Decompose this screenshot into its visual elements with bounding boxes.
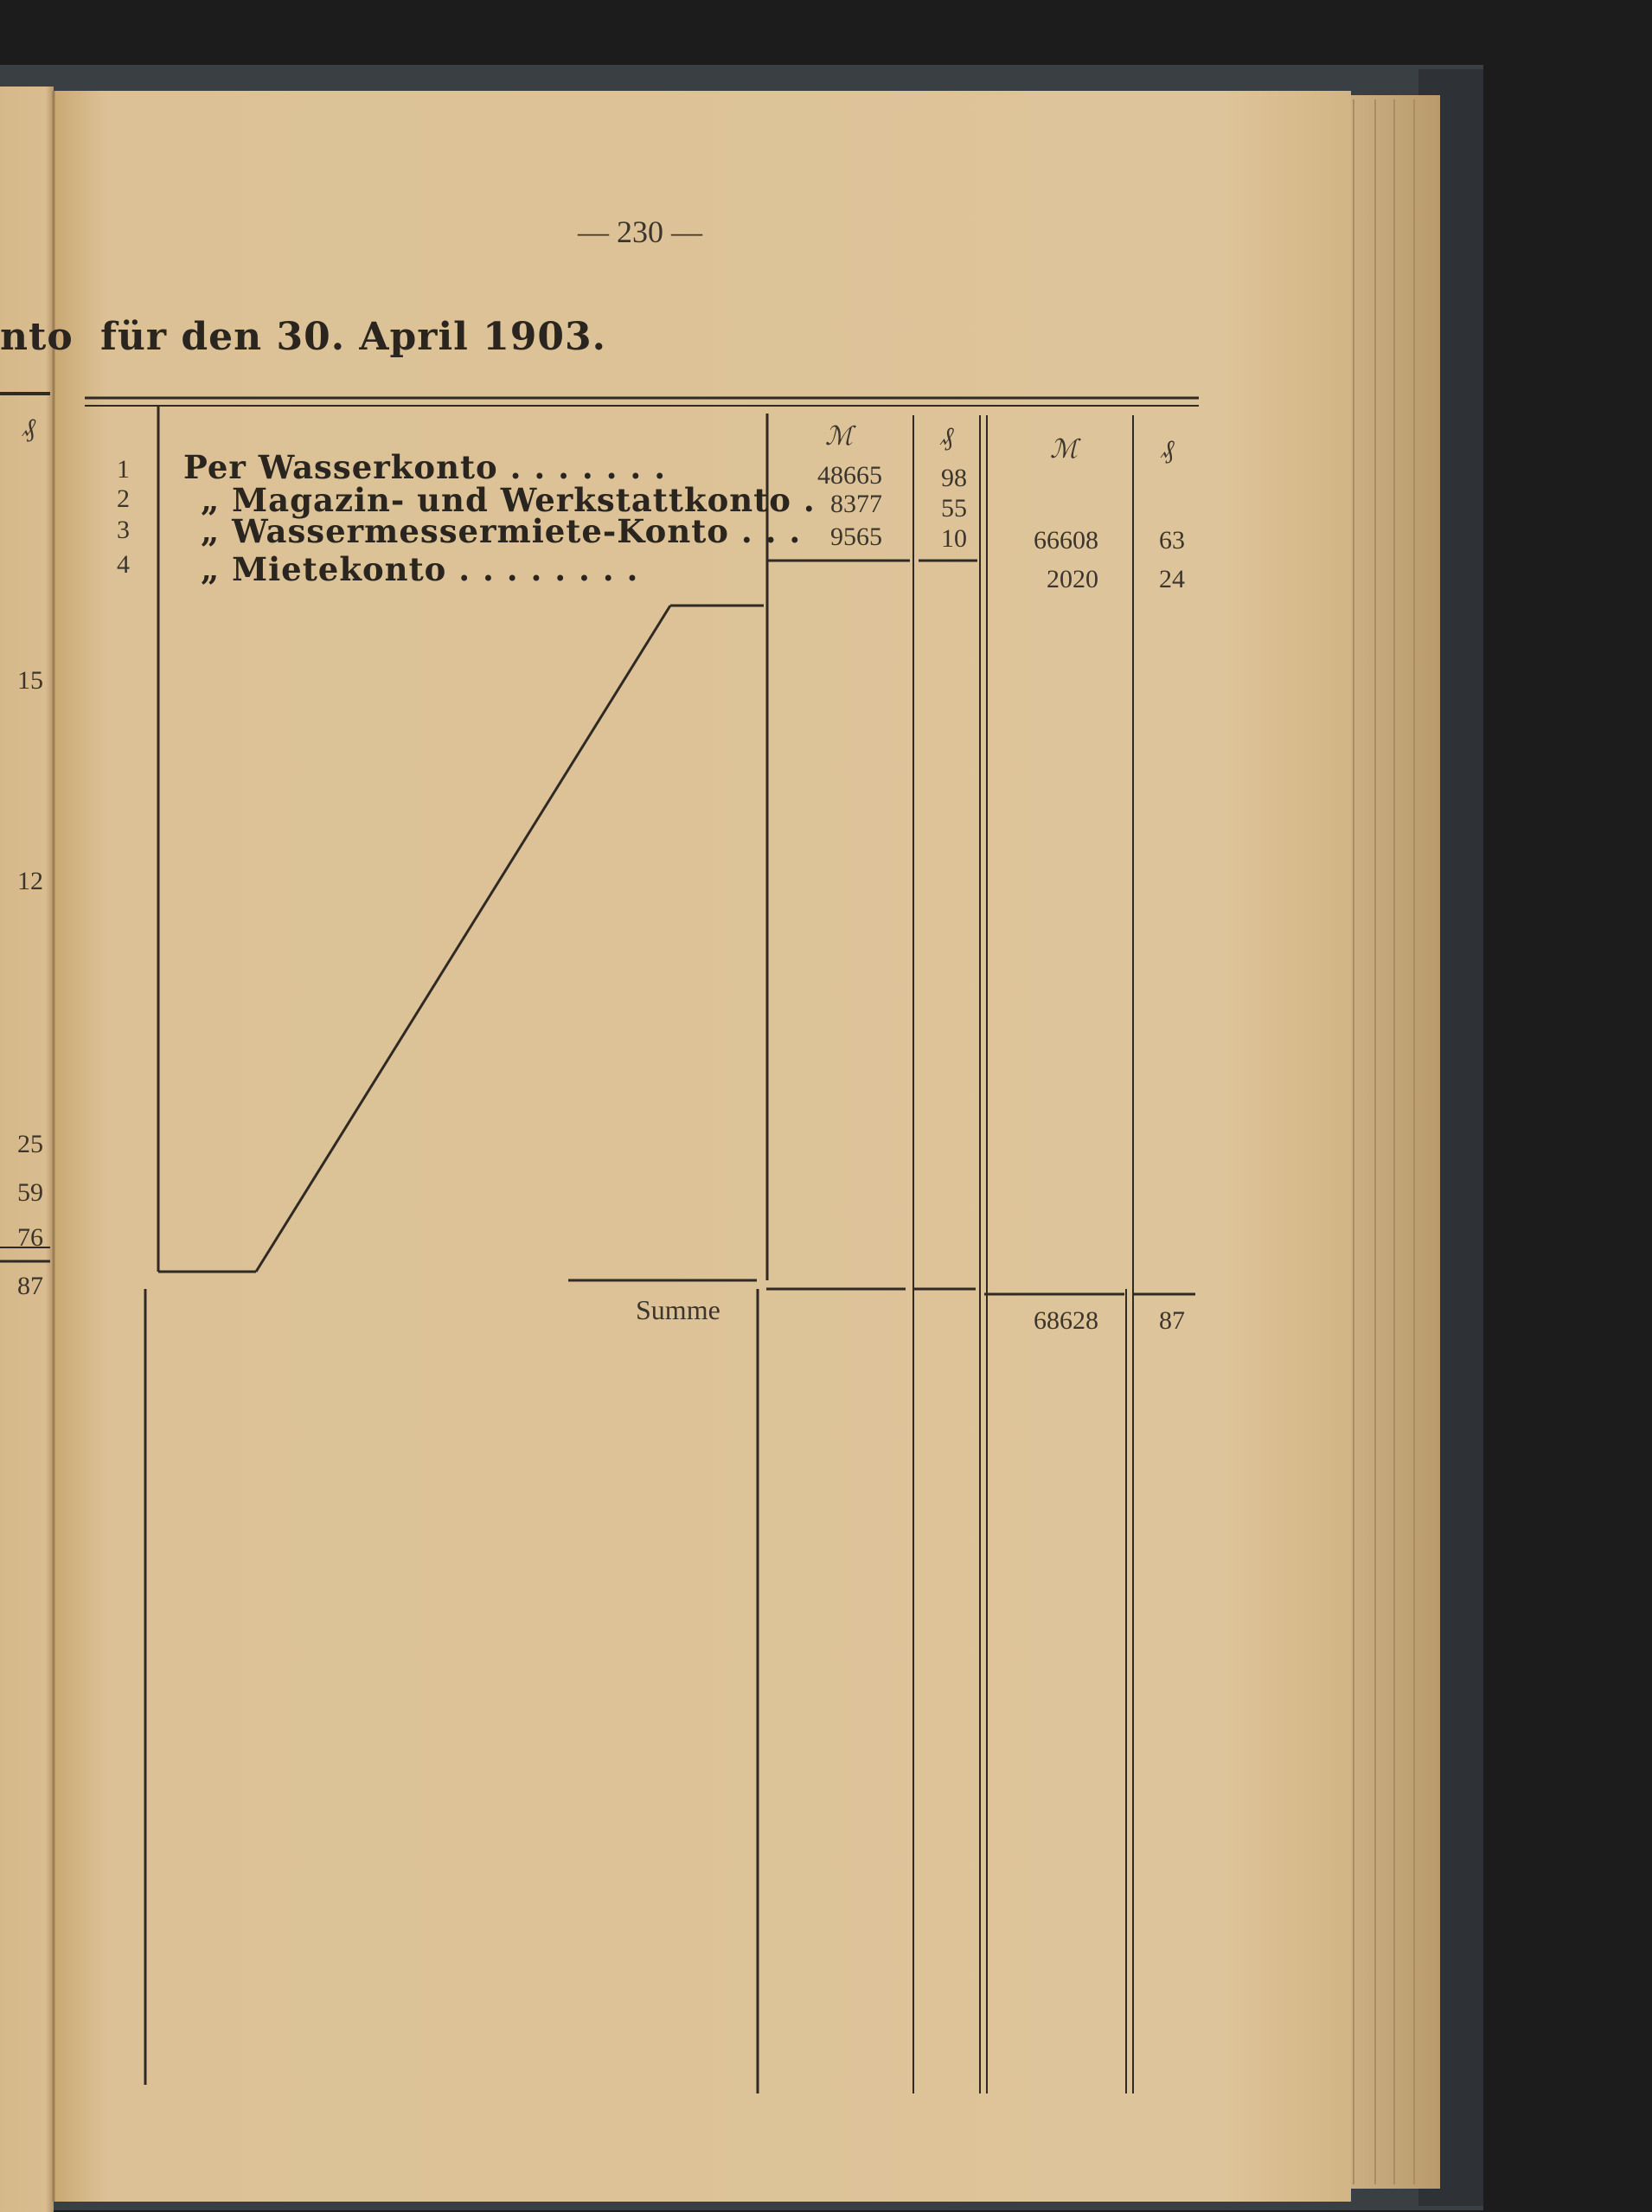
left-page-value: 87 (17, 1272, 43, 1300)
sum-label: Summe (636, 1294, 720, 1325)
row-number: 3 (117, 516, 130, 544)
mark-b-value: 66608 (1034, 526, 1098, 555)
mark-b-value: 2020 (1047, 565, 1098, 593)
left-page-pf-header: ₰ (22, 414, 35, 442)
page-number: — 230 — (578, 215, 702, 249)
column-header-mark-a: ℳ (824, 422, 854, 451)
left-page-value: 15 (17, 666, 43, 695)
main-page (54, 91, 1351, 2202)
sum-pf-value: 87 (1159, 1306, 1185, 1335)
row-number: 1 (117, 455, 130, 484)
sum-mark-value: 68628 (1034, 1306, 1098, 1335)
row-number: 2 (117, 484, 130, 513)
mark-a-value: 9565 (830, 523, 882, 551)
page-edges (1336, 95, 1440, 2189)
left-page-title-fragment: nto (0, 315, 74, 359)
pf-a-value: 55 (941, 494, 967, 523)
pf-b-value: 24 (1159, 565, 1185, 593)
mark-a-value: 48665 (817, 461, 882, 490)
pf-a-value: 98 (941, 464, 967, 492)
pf-a-value: 10 (941, 524, 967, 553)
column-header-pf-b: ₰ (1161, 435, 1175, 464)
page-heading: für den 30. April 1903. (100, 315, 606, 359)
left-page-value: 12 (17, 867, 43, 895)
row-text: „ Wassermessermiete-Konto . . . (201, 512, 802, 550)
left-page-value: 59 (17, 1178, 43, 1207)
row-text: Per Wasserkonto . . . . . . . (183, 448, 667, 486)
column-header-pf-a: ₰ (940, 422, 954, 451)
left-page-value: 76 (17, 1223, 43, 1252)
pf-b-value: 63 (1159, 526, 1185, 555)
row-text: „ Magazin- und Werkstattkonto . (201, 481, 816, 519)
mark-a-value: 8377 (830, 490, 882, 518)
column-header-mark-b: ℳ (1049, 435, 1079, 464)
row-number: 4 (117, 550, 130, 579)
row-text: „ Mietekonto . . . . . . . . (201, 550, 639, 588)
left-page-value: 25 (17, 1130, 43, 1158)
